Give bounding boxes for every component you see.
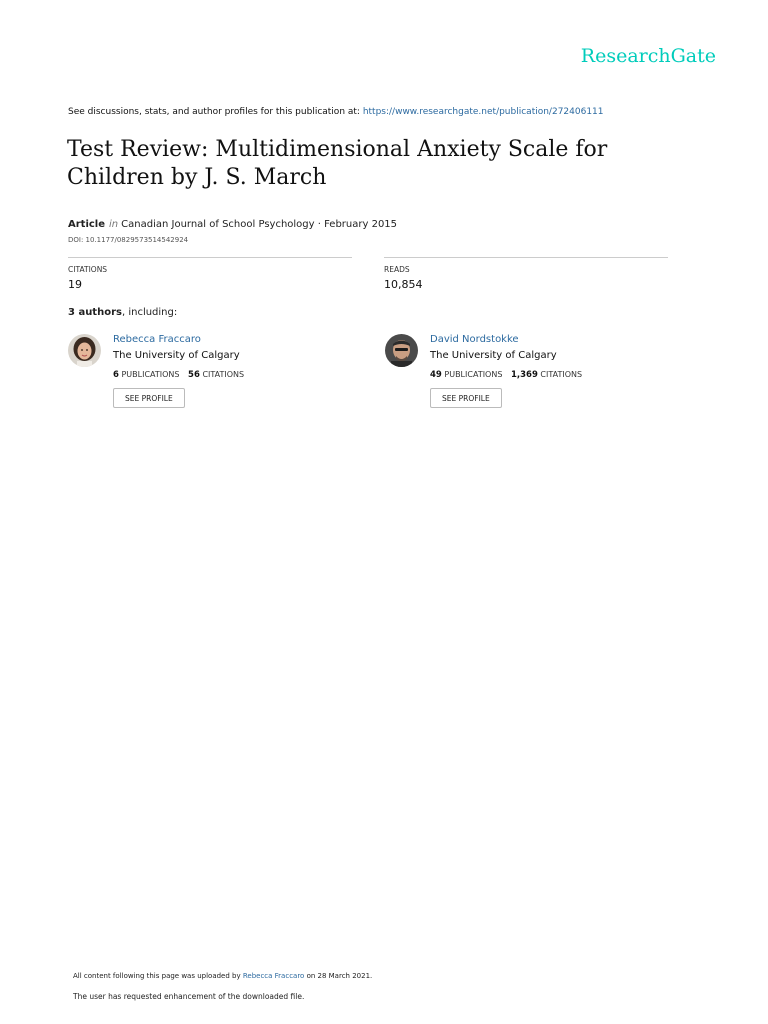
- author-publications-label: PUBLICATIONS: [121, 370, 180, 379]
- authors-summary: [68, 307, 177, 318]
- see-profile-button[interactable]: SEE PROFILE: [430, 388, 502, 408]
- enhancement-note: The user has requested enhancement of the downloaded file.: [73, 992, 305, 1001]
- authors-suffix: , including:: [121, 307, 178, 318]
- citations-label: CITATIONS: [68, 265, 108, 274]
- author-name[interactable]: David Nordstokke: [430, 334, 519, 345]
- reads-value: 10,854: [384, 278, 423, 291]
- author-publications-label: PUBLICATIONS: [444, 370, 503, 379]
- researchgate-logo[interactable]: ResearchGate: [580, 45, 716, 67]
- author-avatar[interactable]: [385, 334, 418, 367]
- author-publications-count: 49: [430, 370, 442, 380]
- discussion-line: [68, 107, 604, 117]
- upload-note: [73, 972, 372, 980]
- journal-date[interactable]: Canadian Journal of School Psychology · February 2015: [121, 219, 398, 230]
- publication-type: Article: [68, 219, 106, 230]
- publication-link[interactable]: https://www.researchgate.net/publication/272406111: [362, 107, 604, 117]
- author-avatar[interactable]: [68, 334, 101, 367]
- doi-text: DOI: 10.1177/0829573514542924: [68, 236, 189, 244]
- author-stats: [113, 370, 244, 380]
- discussion-text: See discussions, stats, and author profiles for this publication at:: [68, 107, 363, 117]
- author-stats: [430, 370, 582, 380]
- author-citations-label: CITATIONS: [202, 370, 245, 379]
- authors-count: 3 authors: [68, 307, 122, 318]
- upload-prefix: All content following this page was uploaded by: [73, 972, 243, 980]
- citations-value: 19: [68, 278, 82, 291]
- publication-title: Test Review: Multidimensional Anxiety Scale for Children by J. S. March: [67, 137, 608, 190]
- publication-meta: [68, 219, 397, 230]
- author-citations-count: 1,369: [510, 370, 538, 380]
- author-publications-count: 6: [113, 370, 119, 380]
- reads-label: READS: [384, 265, 410, 274]
- upload-suffix: on 28 March 2021.: [304, 972, 373, 980]
- author-citations-count: 56: [188, 370, 200, 380]
- uploader-link[interactable]: Rebecca Fraccaro: [242, 972, 305, 980]
- reads-divider: [384, 257, 668, 258]
- author-citations-label: CITATIONS: [540, 370, 583, 379]
- see-profile-button[interactable]: SEE PROFILE: [113, 388, 185, 408]
- citations-divider: [68, 257, 352, 258]
- in-label: in: [109, 219, 119, 230]
- author-name[interactable]: Rebecca Fraccaro: [113, 334, 201, 345]
- author-institution: The University of Calgary: [430, 350, 557, 361]
- author-institution: The University of Calgary: [113, 350, 240, 361]
